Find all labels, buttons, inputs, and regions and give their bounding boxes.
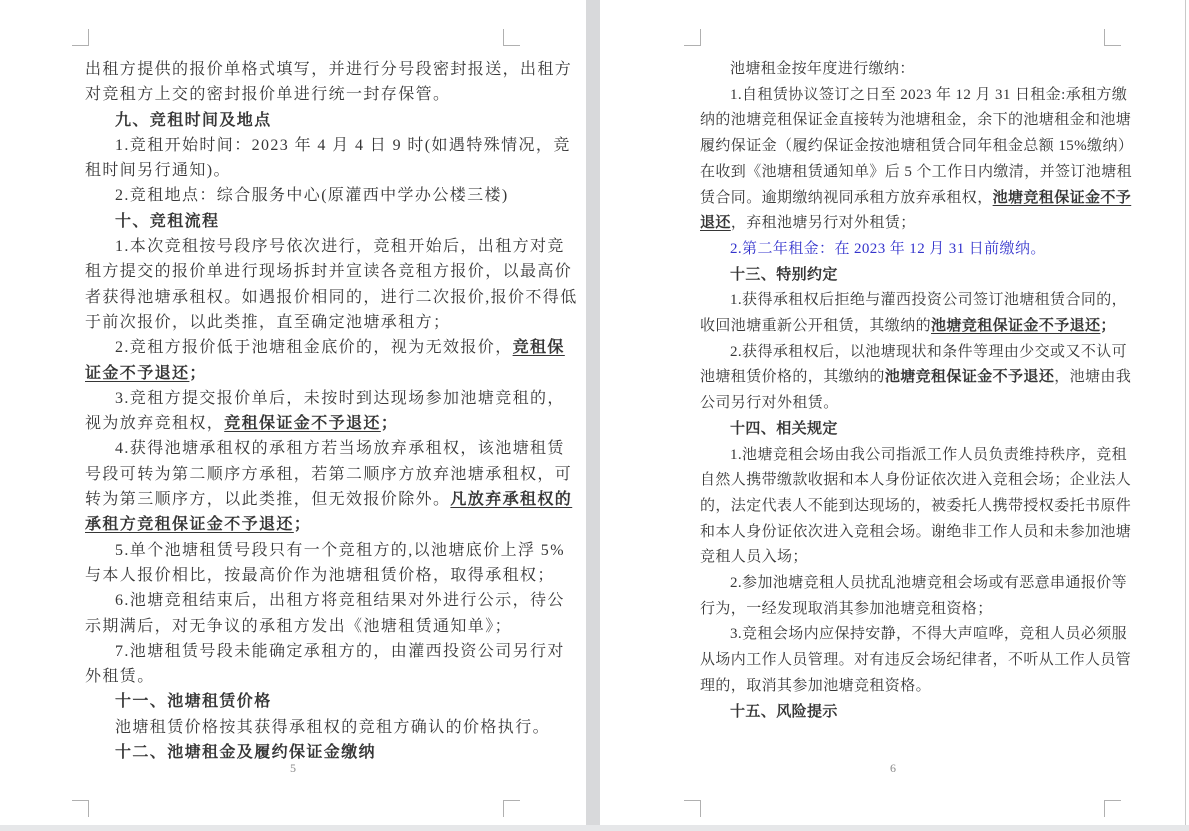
text-line[interactable] — [700, 597, 1124, 623]
text-segment: 池塘竞租保证金不予退还 — [884, 369, 1055, 386]
page-number: 5 — [290, 761, 296, 775]
text-line[interactable] — [85, 715, 575, 740]
text-line[interactable] — [85, 335, 575, 360]
text-line[interactable] — [85, 183, 575, 208]
text-line[interactable] — [700, 391, 1124, 417]
page-6[interactable] — [600, 0, 1186, 825]
text-segment: 竞租人员入场； — [700, 549, 808, 566]
text-line[interactable] — [700, 211, 1124, 237]
text-line[interactable] — [700, 468, 1132, 494]
heading-line[interactable] — [700, 417, 1124, 443]
text-line[interactable] — [85, 361, 575, 386]
text-line[interactable] — [85, 285, 578, 310]
text-line[interactable] — [85, 411, 575, 436]
crop-mark-top-left — [72, 29, 89, 46]
text-segment: 1.池塘竞租会场由我公司指派工作人员负责维持秩序，竞租 — [730, 446, 1128, 463]
text-segment: 示期满后，对无争议的承租方发出《池塘租赁通知单》； — [85, 617, 513, 635]
text-segment: 九、竞租时间及地点 — [115, 111, 272, 129]
text-segment: 租时间另行通知)。 — [85, 162, 231, 180]
text-segment: 2.竞租地点：综合服务中心(原灌西中学办公楼三楼) — [115, 187, 509, 205]
text-line[interactable] — [85, 588, 575, 613]
text-segment: 2.获得承租权后，以池塘现状和条件等理由少交或又不认可 — [730, 343, 1128, 360]
text-segment: 池塘租赁价格按其获得承租权的竞租方确认的价格执行。 — [115, 718, 551, 736]
text-segment: 外租赁。 — [85, 668, 155, 686]
text-segment: 十三、特别约定 — [730, 266, 838, 283]
text-segment: 自然人携带缴款收据和本人身份证依次进入竞租会场；企业法人 — [700, 472, 1132, 489]
text-segment: 公司另行对外租赁。 — [700, 395, 839, 412]
text-line[interactable] — [85, 133, 575, 158]
text-line[interactable] — [700, 648, 1132, 674]
text-segment: 收回池塘重新公开租赁，其缴纳的 — [700, 318, 932, 335]
text-line[interactable] — [700, 237, 1124, 263]
text-segment: 2.第二年租金：在 2023 年 12 月 31 日前缴纳。 — [730, 240, 1046, 257]
text-segment: ； — [189, 364, 207, 382]
text-segment: 3.竞租会场内应保持安静，不得大声喧哗，竞租人员必须服 — [730, 626, 1128, 643]
text-line[interactable] — [85, 538, 575, 563]
page-gap — [586, 0, 600, 825]
crop-mark-bottom-left — [72, 800, 89, 817]
text-segment: 租方提交的报价单进行现场拆封并宣读各竞租方报价，以最高价 — [85, 263, 573, 281]
text-segment: ，池塘由我 — [1054, 369, 1132, 386]
text-line[interactable] — [85, 639, 575, 664]
text-line[interactable] — [700, 494, 1132, 520]
text-line[interactable] — [85, 664, 575, 689]
text-line[interactable] — [85, 436, 575, 461]
canvas-bottom-band — [0, 825, 1189, 831]
text-segment: 与本人报价相比，按最高价作为池塘租赁价格，取得承租权； — [85, 566, 555, 584]
text-line[interactable] — [700, 443, 1128, 469]
text-segment: 池塘租赁价格的，其缴纳的 — [700, 369, 885, 386]
text-segment: ，弃租池塘另行对外租赁； — [730, 215, 916, 232]
text-segment: 的，法定代表人不能到达现场的，被委托人携带授权委托书原件 — [700, 497, 1132, 514]
text-segment: 池塘竞租保证金不予退还 — [931, 318, 1101, 335]
text-segment: 十、竞租流程 — [115, 212, 220, 230]
text-segment: 7.池塘租赁号段未能确定承租方的，由灌西投资公司另行对 — [115, 642, 565, 660]
text-segment: 出租方提供的报价单格式填写，并进行分号段密封报送，出租方 — [85, 61, 573, 78]
text-segment: 1.获得承租权后拒绝与灌西投资公司签订池塘租赁合同的， — [730, 292, 1128, 309]
heading-line[interactable] — [85, 689, 575, 714]
crop-mark-top-left — [684, 29, 701, 46]
text-segment: ； — [293, 516, 312, 534]
text-line[interactable] — [700, 134, 1134, 160]
page-5-text — [85, 57, 578, 765]
text-line[interactable] — [700, 314, 1124, 340]
text-segment: 竞租保证金不予退还 — [224, 415, 381, 433]
crop-mark-bottom-right — [503, 800, 520, 817]
crop-mark-bottom-left — [684, 800, 701, 817]
text-line[interactable] — [700, 108, 1132, 134]
crop-mark-bottom-right — [1104, 800, 1121, 817]
text-segment: 2.竞租方报价低于池塘租金底价的，视为无效报价， — [115, 339, 513, 357]
text-segment: 2.参加池塘竞租人员扰乱池塘竞租会场或有恶意串通报价等 — [730, 575, 1128, 592]
text-segment: 十二、池塘租金及履约保证金缴纳 — [115, 744, 377, 762]
text-segment: 凡放弃承租权的 — [450, 491, 573, 509]
page-5[interactable] — [0, 0, 586, 825]
text-line[interactable] — [85, 462, 575, 487]
text-line[interactable] — [700, 340, 1128, 366]
text-segment: 视为放弃竞租权， — [85, 415, 225, 433]
text-line[interactable] — [700, 57, 1124, 83]
text-segment: 池塘租金按年度进行缴纳： — [730, 61, 915, 77]
text-line[interactable] — [85, 512, 575, 537]
text-segment: ； — [380, 415, 399, 433]
text-line[interactable] — [85, 386, 575, 411]
text-segment: 承租方竞租保证金不予退还 — [85, 516, 294, 534]
text-segment: 5.单个池塘租赁号段只有一个竞租方的,以池塘底价上浮 5% — [115, 541, 565, 559]
text-segment: 和本人身份证依次进入竞租会场。谢绝非工作人员和未参加池塘 — [700, 523, 1132, 540]
text-line[interactable] — [700, 186, 1132, 212]
text-line[interactable] — [700, 288, 1128, 314]
page-right-edge — [1185, 0, 1186, 825]
text-line[interactable] — [85, 234, 575, 259]
text-line[interactable] — [85, 563, 575, 588]
text-line[interactable] — [700, 571, 1128, 597]
text-segment: 在收到《池塘租赁通知单》后 5 个工作日内缴清，并签订池塘租 — [700, 163, 1133, 180]
text-segment: 号段可转为第二顺序方承租，若第二顺序方放弃池塘承租权，可 — [85, 465, 573, 483]
text-line[interactable] — [85, 487, 575, 512]
text-segment: 履约保证金（履约保证金按池塘租赁合同年租金总额 15%缴纳） — [700, 138, 1134, 155]
text-segment: 十一、池塘租赁价格 — [115, 693, 272, 711]
text-segment: ； — [1100, 318, 1116, 335]
crop-mark-top-right — [503, 29, 520, 46]
text-segment: 者获得池塘承租权。如遇报价相同的，进行二次报价,报价不得低 — [85, 288, 578, 306]
text-segment: 1.自租赁协议签订之日至 2023 年 12 月 31 日租金:承租方缴 — [730, 86, 1128, 103]
text-segment: 理的，取消其参加池塘竞租资格。 — [700, 677, 932, 694]
text-line[interactable] — [700, 674, 1124, 700]
heading-line[interactable] — [85, 108, 575, 133]
text-line[interactable] — [85, 82, 575, 107]
text-line[interactable] — [85, 614, 575, 639]
text-line[interactable] — [85, 57, 575, 82]
text-segment: 1.竞租开始时间：2023 年 4 月 4 日 9 时(如遇特殊情况，竞 — [115, 136, 571, 154]
crop-mark-top-right — [1104, 29, 1121, 46]
text-line[interactable] — [85, 259, 575, 284]
page-number: 6 — [890, 761, 896, 775]
text-segment: 证金不予退还 — [85, 364, 190, 382]
text-segment: 十四、相关规定 — [730, 420, 838, 437]
text-line[interactable] — [700, 545, 1124, 571]
text-segment: 退还 — [700, 215, 731, 232]
text-line[interactable] — [700, 622, 1128, 648]
text-segment: 纳的池塘竞租保证金直接转为池塘租金，余下的池塘租金和池塘 — [700, 112, 1132, 129]
text-segment: 于前次报价，以此类推，直至确定池塘承租方； — [85, 313, 451, 331]
text-segment: 池塘竞租保证金不予 — [992, 189, 1132, 206]
text-segment: 转为第三顺序方，以此类推，但无效报价除外。 — [85, 491, 451, 509]
text-segment: 4.获得池塘承租权的承租方若当场放弃承租权，该池塘租赁 — [115, 440, 565, 458]
text-line[interactable] — [700, 520, 1132, 546]
text-segment: 3.竞租方提交报价单后，未按时到达现场参加池塘竞租的， — [115, 389, 565, 407]
text-segment: 1.本次竞租按号段序号依次进行，竞租开始后，出租方对竞 — [115, 238, 565, 256]
text-segment: 十五、风险提示 — [730, 703, 838, 720]
heading-line[interactable] — [85, 209, 575, 234]
text-segment: 从场内工作人员管理。对有违反会场纪律者，不听从工作人员管 — [700, 652, 1132, 669]
page-6-text — [700, 57, 1134, 725]
text-segment: 行为，一经发现取消其参加池塘竞租资格； — [700, 600, 993, 617]
text-segment: 6.池塘竞租结束后，出租方将竞租结果对外进行公示，待公 — [115, 592, 565, 610]
heading-line[interactable] — [700, 700, 1124, 726]
text-line[interactable] — [700, 160, 1133, 186]
text-segment: 竞租保 — [512, 339, 565, 357]
text-line[interactable] — [700, 83, 1128, 109]
text-segment: 赁合同。逾期缴纳视同承租方放弃承租权， — [700, 189, 993, 206]
text-line[interactable] — [85, 310, 575, 335]
text-line[interactable] — [700, 365, 1132, 391]
heading-line[interactable] — [700, 263, 1124, 289]
text-segment: 对竞租方上交的密封报价单进行统一封存保管。 — [85, 86, 451, 104]
text-line[interactable] — [85, 158, 575, 183]
